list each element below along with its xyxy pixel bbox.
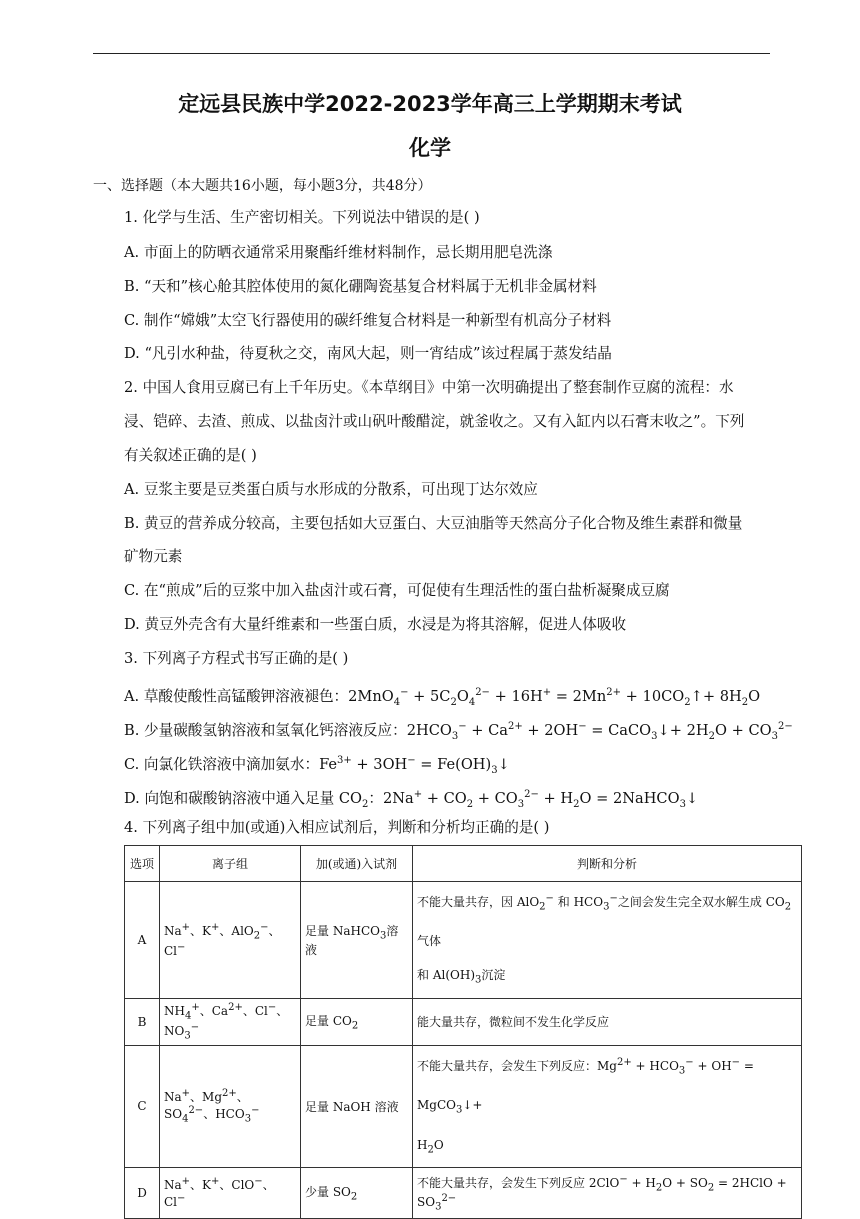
question-1-stem: 1. 化学与生活、生产密切相关。下列说法中错误的是( ) [124,209,480,226]
page-title: 定远县民族中学2022-2023学年高三上学期期末考试 [178,92,682,116]
q2-option-d: D. 黄豆外壳含有大量纤维素和一些蛋白质，水浸是为将其溶解，促进人体吸收 [124,616,627,633]
question-2-stem-line-1: 2. 中国人食用豆腐已有上千年历史。《本草纲目》中第一次明确提出了整套制作豆腐的流程：水 [124,379,734,396]
table-row [125,1045,802,1167]
q2-option-b-cont: 矿物元素 [124,548,183,565]
question-2-stem-line-2: 浸、铠碎、去渣、煎成、以盐卤汁或山矾叶酸醋淀，就釜收之。又有入缸内以石膏末收之”。下列 [124,413,745,430]
row-b-ions: $NH_4^+$、$Ca^{2+}$、Cl−、$NO_3^-$ [160,998,301,1045]
q1-option-c: C. 制作“嫦娥”太空飞行器使用的碳纤维复合材料是一种新型有机高分子材料 [124,312,612,329]
row-b-reagent: 足量 $CO_2$ [301,998,413,1045]
row-a-reagent: 足量 NaHCO$_3$溶液 [301,882,413,999]
table-row [125,1167,802,1218]
q1-option-d: D. “凡引水种盐，待夏秋之交，南风大起，则一宵结成”该过程属于蒸发结晶 [124,345,612,362]
q1-option-b: B. “天和”核心舱其腔体使用的氮化硼陶瓷基复合材料属于无机非金属材料 [124,278,597,295]
table-header-reagent: 加(或通)入试剂 [301,846,413,882]
question-2-stem-line-3: 有关叙述正确的是( ) [124,447,257,464]
row-c-analysis: 不能大量共存，会发生下列反应：$Mg^{2+} + HCO_3^- + OH^-$ = MgCO$_3$↓+ $H_2O$ [413,1045,802,1167]
row-c-ions: Na+、$Mg^{2+}$、$SO_4^{2-}$、$HCO_3^-$ [160,1045,301,1167]
row-d-option: D [125,1167,160,1218]
q1-option-a: A. 市面上的防晒衣通常采用聚酯纤维材料制作，忌长期用肥皂洗涤 [124,244,553,261]
row-d-reagent: 少量 $SO_2$ [301,1167,413,1218]
q4-table [124,845,802,1219]
table-header-analysis: 判断和分析 [413,846,802,882]
row-b-option: B [125,998,160,1045]
section-heading: 一、选择题（本大题共16小题，每小题3分，共48分） [93,178,432,194]
q3-option-a: A. 草酸使酸性高锰酸钾溶液褪色：$2MnO_4^- + 5C_2O_4^{2-} + 16H^+ = 2Mn^{2+}$ + $10CO_2↑+ 8H_2O$ [124,687,761,708]
row-a-analysis: 不能大量共存，因 AlO$_2$− 和 $HCO_3^-$之间会发生完全双水解生成 $CO_2$气体 和 $Al(OH)_3$沉淀 [413,882,802,999]
question-3-stem: 3. 下列离子方程式书写正确的是( ) [124,650,349,667]
table-row [125,882,802,999]
row-b-analysis: 能大量共存，微粒间不发生化学反应 [413,998,802,1045]
row-d-analysis: 不能大量共存，会发生下列反应 $2ClO^- + H_2O + SO_2$ = 2HClO + $SO_3^{2-}$ [413,1167,802,1218]
row-a-option: A [125,882,160,999]
header-rule [93,53,770,54]
subject-title: 化学 [409,136,451,160]
row-d-ions: Na+、K+、ClO−、Cl− [160,1167,301,1218]
row-a-ions: Na+、K+、AlO$_2$−、Cl− [160,882,301,999]
q2-option-a: A. 豆浆主要是豆类蛋白质与水形成的分散系，可出现丁达尔效应 [124,481,538,498]
row-c-option: C [125,1045,160,1167]
q2-option-b: B. 黄豆的营养成分较高，主要包括如大豆蛋白、大豆油脂等天然高分子化合物及维生素群和微量 [124,515,743,532]
q2-option-c: C. 在“煎成”后的豆浆中加入盐卤汁或石膏，可促使有生理活性的蛋白盐析凝聚成豆腐 [124,582,670,599]
q3-option-c: C. 向氯化铁溶液中滴加氨水：$Fe^{3+} + 3OH^-$ = $Fe(OH)_3↓$ [124,755,510,776]
question-4-stem: 4. 下列离子组中加(或通)入相应试剂后，判断和分析均正确的是( ) [124,819,550,836]
q3-option-d: D. 向饱和碳酸钠溶液中通入足量 $CO_2$：$2Na^+ + CO_2 + CO_3^{2-} + H_2O$ = 2NaHCO$_3$↓ [124,789,699,810]
table-row [125,998,802,1045]
table-header-ions: 离子组 [160,846,301,882]
q3-option-b: B. 少量碳酸氢钠溶液和氢氧化钙溶液反应：$2HCO_3^- + Ca^{2+} + 2OH^-$ = CaCO$_3$↓+ $2H_2O + CO_3^{2-}$ [124,721,793,742]
table-header-option: 选项 [125,846,160,882]
row-c-reagent: 足量 NaOH 溶液 [301,1045,413,1167]
